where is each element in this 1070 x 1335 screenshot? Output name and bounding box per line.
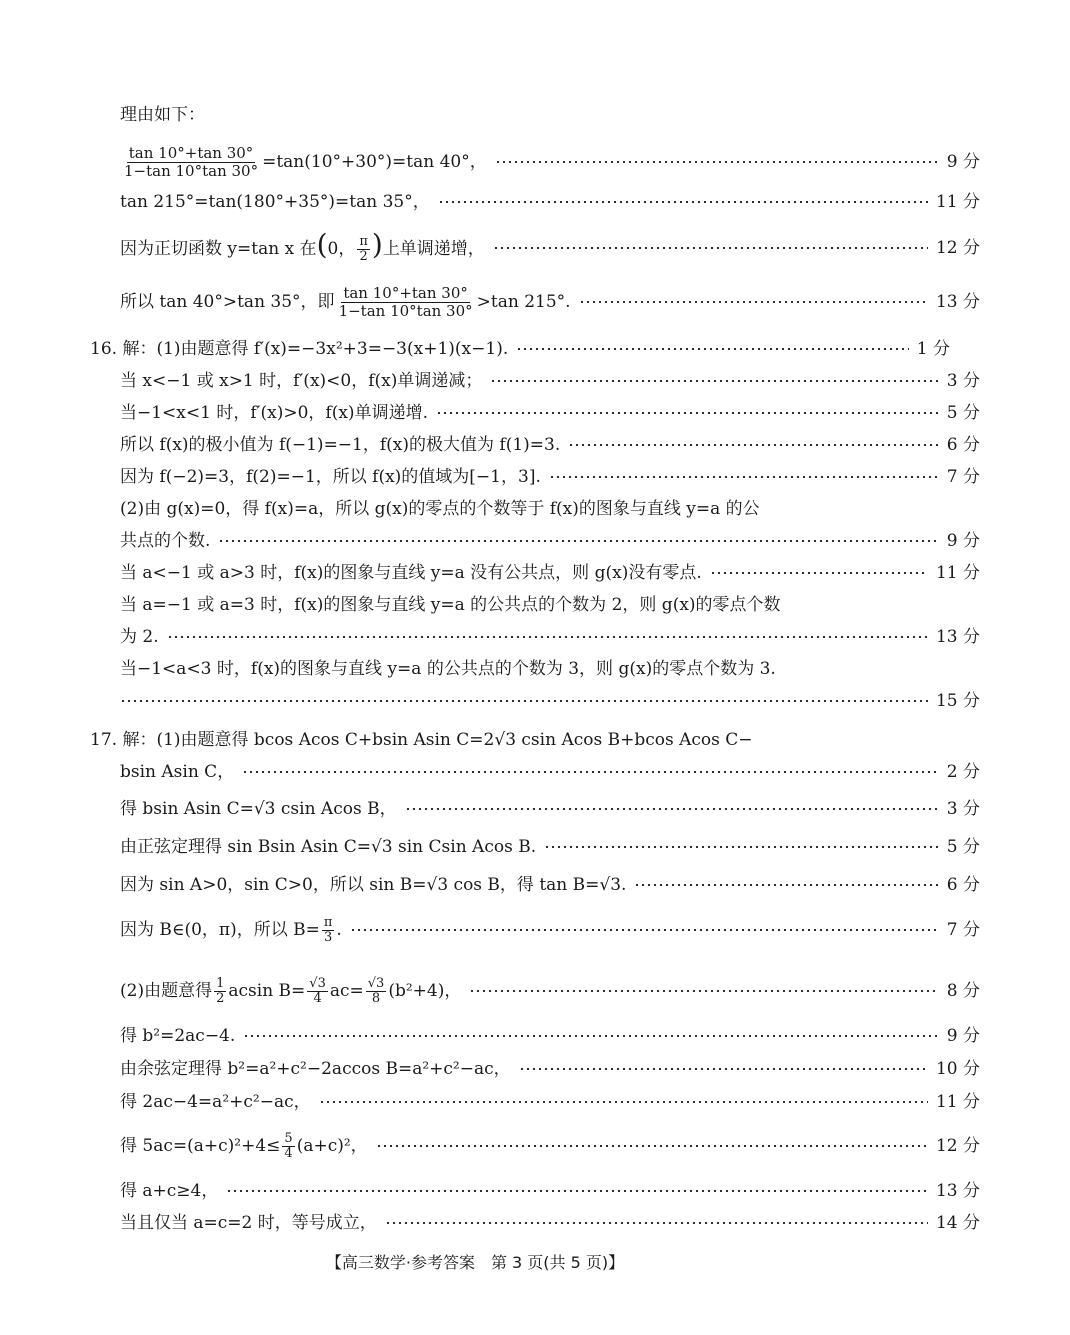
s16-l3-text: 当−1<x<1 时，f′(x)>0，f(x)单调递增. <box>120 403 428 423</box>
score-label: 10 分 <box>935 1059 980 1079</box>
leader-dots <box>385 1222 928 1224</box>
score-label: 6 分 <box>946 435 980 455</box>
leader-dots <box>519 1068 928 1070</box>
leader-dots <box>490 380 938 382</box>
s17-l6-pre: 因为 B∈(0，π)，所以 B= <box>120 919 320 940</box>
leader-dots <box>579 301 928 303</box>
score-label: 13 分 <box>935 292 980 312</box>
score-label: 7 分 <box>946 920 980 940</box>
s15-line-4 <box>0 284 1070 320</box>
s16-line-11 <box>0 657 1070 681</box>
s17-l6-expression <box>120 916 342 945</box>
s17-l12-text: 得 a+c≥4， <box>120 1181 219 1201</box>
s15-l1-fraction <box>122 145 260 180</box>
s17-line-12 <box>0 1179 1070 1203</box>
score-label: 3 分 <box>946 799 980 819</box>
leader-dots <box>405 808 939 810</box>
fraction-denominator: 4 <box>284 1145 293 1161</box>
leader-dots <box>319 1101 928 1103</box>
fraction-numerator: π <box>323 914 333 930</box>
s15-l4-post: >tan 215°. <box>476 291 571 312</box>
s15-l3-expression <box>120 227 485 264</box>
score-label: 5 分 <box>946 403 980 423</box>
s17-l2-text: bsin Asin C， <box>120 762 235 782</box>
s17-l11-pre: 得 5ac=(a+c)²+4≤ <box>120 1135 281 1156</box>
s16-line-3 <box>0 401 1070 425</box>
fraction-numerator: tan 10°+tan 30° <box>343 283 468 302</box>
s17-line-13 <box>0 1211 1070 1235</box>
score-label: 3 分 <box>946 371 980 391</box>
s15-line-3 <box>0 227 1070 266</box>
s15-l4-expression <box>120 285 571 320</box>
s17-line-3 <box>0 797 1070 821</box>
fraction-denominator: 8 <box>371 990 381 1006</box>
leader-dots <box>710 572 928 574</box>
leader-dots <box>436 412 939 414</box>
leader-dots <box>469 990 938 992</box>
s15-l1-expression <box>120 145 487 180</box>
s15-l3-post: 上单调递增， <box>382 238 485 259</box>
s17-line-2 <box>0 760 1070 784</box>
s15-l2-text: tan 215°=tan(180°+35°)=tan 35°， <box>120 192 430 212</box>
pi-over-two-fraction <box>357 235 370 264</box>
s15-l1-rest: =tan(10°+30°)=tan 40°， <box>262 151 487 172</box>
close-paren: ) <box>371 227 383 261</box>
s16-l4-text: 所以 f(x)的极小值为 f(−1)=−1，f(x)的极大值为 f(1)=3. <box>120 435 561 455</box>
score-label: 14 分 <box>935 1213 980 1233</box>
leader-dots <box>634 884 938 886</box>
score-label: 9 分 <box>946 531 980 551</box>
score-label: 7 分 <box>946 467 980 487</box>
s17-l1-text: 17. 解：(1)由题意得 bcos Acos C+bsin Asin C=2√3 csin Acos B+bcos Acos C− <box>90 730 753 750</box>
s17-line-9 <box>0 1057 1070 1081</box>
s17-l7-mid1: acsin B= <box>228 980 306 1001</box>
s15-l3-pre: 因为正切函数 y=tan x 在 <box>120 238 317 259</box>
leader-dots <box>376 1145 928 1147</box>
score-label: 2 分 <box>946 762 980 782</box>
s17-l7-mid2: ac= <box>329 980 364 1001</box>
s17-line-5 <box>0 873 1070 897</box>
score-label: 1 分 <box>916 339 950 359</box>
leader-dots <box>243 1035 938 1037</box>
fraction-denominator: 2 <box>359 248 368 264</box>
s17-l10-text: 得 2ac−4=a²+c²−ac， <box>120 1092 311 1112</box>
s16-l9-text: 当 a=−1 或 a=3 时，f(x)的图象与直线 y=a 的公共点的个数为 2，则 g(x)的零点个数 <box>120 595 781 615</box>
s15-l3-interval-left: 0， <box>327 238 356 259</box>
leader-dots <box>568 444 939 446</box>
leader-dots <box>242 771 939 773</box>
fraction-denominator: 3 <box>324 929 333 945</box>
page-footer: 【高三数学·参考答案 第 3 页(共 5 页)】 <box>325 1253 625 1272</box>
s17-line-10 <box>0 1090 1070 1114</box>
s17-l4-text: 由正弦定理得 sin Bsin Asin C=√3 sin Csin Acos B. <box>120 837 537 857</box>
sqrt3-over-four-fraction <box>307 977 328 1006</box>
s17-l7-post: (b²+4)， <box>388 980 462 1001</box>
s15-line-1 <box>0 144 1070 180</box>
intro-text: 理由如下： <box>120 105 205 125</box>
s17-line-8 <box>0 1024 1070 1048</box>
fraction-denominator: 4 <box>313 990 322 1006</box>
fraction-numerator: 5 <box>284 1130 293 1146</box>
s17-l5-text: 因为 sin A>0，sin C>0，所以 sin B=√3 cos B，得 tan B=√3. <box>120 875 627 895</box>
s16-line-10 <box>0 625 1070 649</box>
fraction-denominator: 2 <box>216 990 225 1006</box>
s16-l6-text: (2)由 g(x)=0，得 f(x)=a，所以 g(x)的零点的个数等于 f(x)的图象与直线 y=a 的公 <box>120 499 760 519</box>
s16-l10-text: 为 2. <box>120 627 159 647</box>
s15-l4-pre: 所以 tan 40°>tan 35°，即 <box>120 291 335 312</box>
fraction-numerator: π <box>359 233 368 249</box>
s16-l5-text: 因为 f(−2)=3，f(2)=−1，所以 f(x)的值域为[−1，3]. <box>120 467 541 487</box>
s16-l11-text: 当−1<a<3 时，f(x)的图象与直线 y=a 的公共点的个数为 3，则 g(x)的零点个数为 3. <box>120 659 776 679</box>
s16-line-12 <box>0 689 1070 713</box>
open-paren: ( <box>316 227 328 261</box>
leader-dots <box>495 161 939 163</box>
score-label: 5 分 <box>946 837 980 857</box>
s16-l8-text: 当 a<−1 或 a>3 时，f(x)的图象与直线 y=a 没有公共点，则 g(x)没有零点. <box>120 563 702 583</box>
leader-dots <box>226 1190 928 1192</box>
s16-l1-text: 16. 解：(1)由题意得 f′(x)=−3x²+3=−3(x+1)(x−1). <box>90 339 509 359</box>
score-label: 8 分 <box>946 981 980 1001</box>
s17-l7-expression <box>120 977 461 1006</box>
s16-line-5 <box>0 465 1070 489</box>
leader-dots <box>167 636 928 638</box>
one-half-fraction <box>214 977 226 1006</box>
fraction-numerator: √3 <box>367 975 385 991</box>
s17-l3-text: 得 bsin Asin C=√3 csin Acos B， <box>120 799 397 819</box>
score-label: 11 分 <box>935 192 980 212</box>
score-label: 13 分 <box>935 627 980 647</box>
score-label: 9 分 <box>946 1026 980 1046</box>
score-label: 13 分 <box>935 1181 980 1201</box>
score-label: 12 分 <box>935 238 980 258</box>
s16-line-7 <box>0 529 1070 553</box>
s17-l7-pre: (2)由题意得 <box>120 980 213 1001</box>
leader-dots <box>350 929 939 931</box>
leader-dots <box>516 348 909 350</box>
fraction-denominator: 1−tan 10°tan 30° <box>338 301 473 320</box>
score-label: 9 分 <box>946 152 980 172</box>
s17-l8-text: 得 b²=2ac−4. <box>120 1026 236 1046</box>
s16-line-6 <box>0 497 1070 521</box>
pi-over-three-fraction <box>322 916 335 945</box>
s16-line-1 <box>0 337 1040 361</box>
s16-l2-text: 当 x<−1 或 x>1 时，f′(x)<0，f(x)单调递减； <box>120 371 483 391</box>
intro-line <box>0 103 1070 127</box>
s17-line-4 <box>0 835 1070 859</box>
s17-line-7 <box>0 972 1070 1010</box>
s17-l11-post: (a+c)²， <box>296 1135 368 1156</box>
score-label: 11 分 <box>935 1092 980 1112</box>
leader-dots <box>549 476 939 478</box>
fraction-numerator: √3 <box>309 975 326 991</box>
leader-dots <box>218 540 938 542</box>
s16-line-9 <box>0 593 1070 617</box>
s17-line-1 <box>0 728 1040 752</box>
s16-line-2 <box>0 369 1070 393</box>
fraction-denominator: 1−tan 10°tan 30° <box>124 161 259 180</box>
s15-l4-fraction <box>337 285 475 320</box>
leader-dots <box>120 700 928 702</box>
leader-dots <box>493 247 928 249</box>
s17-l13-text: 当且仅当 a=c=2 时，等号成立， <box>120 1213 377 1233</box>
fraction-numerator: 1 <box>216 975 225 991</box>
s17-l6-post: . <box>336 919 342 940</box>
score-label: 6 分 <box>946 875 980 895</box>
s16-line-8 <box>0 561 1070 585</box>
s17-l11-expression <box>120 1132 368 1161</box>
score-label: 15 分 <box>935 691 980 711</box>
fraction-numerator: tan 10°+tan 30° <box>128 143 254 162</box>
s17-l9-text: 由余弦定理得 b²=a²+c²−2accos B=a²+c²−ac， <box>120 1059 511 1079</box>
leader-dots <box>438 201 928 203</box>
s16-l7-text: 共点的个数. <box>120 531 211 551</box>
s17-line-11 <box>0 1127 1070 1165</box>
sqrt3-over-eight-fraction <box>366 977 387 1006</box>
five-fourths-fraction <box>282 1132 294 1161</box>
score-label: 11 分 <box>935 563 980 583</box>
score-label: 12 分 <box>935 1136 980 1156</box>
s17-line-6 <box>0 912 1070 948</box>
s16-line-4 <box>0 433 1070 457</box>
leader-dots <box>544 846 939 848</box>
s15-line-2 <box>0 190 1070 214</box>
